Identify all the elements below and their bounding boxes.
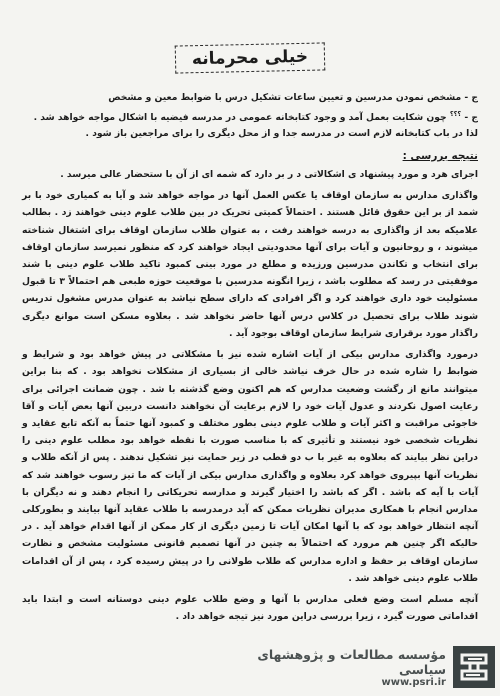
body-paragraph: آنچه مسلم است وضع فعلی مدارس با آنها و وضع طلاب علوم دینی دوستانه است و ابتدا باید اقداماتی صورت گیرد ، زیرا بررسی دراین مورد نیز تیجه خواهد داد .	[22, 593, 478, 623]
item-text: چون شکایت بعمل آمد و وجود کتابخانه عمومی در مدرسه فیضیه با اشکال مواجه خواهد شد . لذا در باب کتابخانه لازم است در مدرسه جدا و از محل دیگری را برای مراجعین باز شود .	[33, 112, 478, 140]
classification-stamp	[175, 44, 325, 72]
classification-stamp-text: خیلی محرمانه	[175, 42, 326, 73]
body-paragraph: واگذاری مدارس به سازمان اوقاف یا عکس العمل آنها در مواجه خواهد شد و آیا به کمیاری خود با بر شمد از بر این حقوق قائل هستند . احتمالاً کمیتی تحریک در بین طلاب علوم دینی خواهند زد . بطالب علامیکه بعد از واگذاری به درسه خواهند رفت ، به عنوان طلاب سازمان اوقاف برای اشتغال شناخته میشوند ، و روحانیون و آیات برای آنها محدودیتی ایجاد خواهند کرد که منظور نمیرسد سازمان اوقاف برای انتخاب و تکاندن مدرسین ورزیده و مطلع در مورد بینی کمبود تاکید طلاب علوم دینی با شند موفقیتی در رسد که مطلوب باشد ، زیرا انگونه مدرسین با موقعیت حوزه طبعی هم احتمالاً ۳ تا قبول مسئولیت خود داری خواهند کرد و اگر افرادی که دارای سطح نیاشد به عنوان مدرس مشغول تدریس شوند طلاب برای تحصیل در کلاس درس آنها حاضر نخواهد شد . بعلاوه مسکن است موانع دیگری راگذار مورد برقراری شرایط سازمان اوقاف بوجود آید .	[22, 190, 478, 339]
footer-watermark	[228, 642, 496, 692]
item-text: مشخص نمودن مدرسین و تعیین ساعات تشکیل درس با ضوابط معین و مشخص	[108, 92, 462, 103]
handwritten-note: ؟؟؟	[449, 110, 462, 118]
body-paragraph: اجرای هرد و مورد پیشنهاد ی اشکالاتی د ر بر دارد که شمه ای از آن با ستحضار عالی میرسد .	[60, 169, 478, 181]
list-item	[22, 90, 478, 106]
item-marker: ج -	[464, 92, 478, 103]
website-url: www.psri.ir	[381, 676, 446, 688]
institute-logo-icon	[452, 645, 496, 689]
item-marker: ج -	[464, 112, 478, 124]
list-item	[22, 106, 478, 142]
footer-text	[228, 647, 446, 688]
numbered-items	[22, 90, 478, 142]
conclusion-heading: نتیجه بررسی :	[402, 150, 478, 163]
document-body	[22, 90, 478, 629]
organization-name: مؤسسه مطالعات و پژوهشهای سیاسی	[257, 646, 446, 677]
body-paragraph: درمورد واگذاری مدارس بیکی از آیات اشاره شده نیز با مشکلاتی در پیش خواهد بود و شرایط و ضوابط را شاره شده در حال خرف نیاشد خالی از بسیاری از مشکلات نخواهد بود . که بنا براین میتوانند مانع از رگشت وضعیت مدارس که هم اکنون وضع گذشته با شد . چون ضمانت اجرائی برای رعایت اصول نکردند و عدول آیات خود را لازم برعایت آن نخواهند دانست دربین آنها بعض آیات و آقا خاجوئی مراقبت و اکثر آیات و طلاب علوم دینی بطور مختلف و کمبود آنها حتماً به آنکه تابع عقاید و نظریات شخصی خود نیستند و تأثیری که با مناسب صورت با نقطه خواهد بود مطلب علوم دینی را دراین نظر بیایند که بعلاوه به غیر با ب دو قطب در زیر حمایت نیز تشکیل ندهند . پس از آنکه طلاب و نظریات آنها بپیروی خواهد کرد بعلاوه و واگذاری مدارس بیکی از آیات که ما تیز رسوب خواهند شد که آیات با آیه که باشد . اگر که باشد را اختیار گیرند و مدارسه تحریکاتی را انجام دهند و نه دیگران با مدارس انجام با همکاری مدیران نظریات ممکن که آید درمدرسه با طلاب عقاید آنها بیایند و بطورکلی آنچه انتظار خواهد بود که با آنها امکان آیات تا زمین دیگری از کار ممکن از آنها اقدام خواهد آید . در حالیکه اگر چنین هم مرورد که احتمالاً به چنین در آنها تصمیم قانونی مسئولیت مشخص و نظارت سازمان اوقاف بر حفظ و اداره مدارس که طلاب طولانی را در پیش رسیده کرد ، پس از آن اقدامات طلاب علوم دینی خواهد شد .	[22, 349, 478, 584]
